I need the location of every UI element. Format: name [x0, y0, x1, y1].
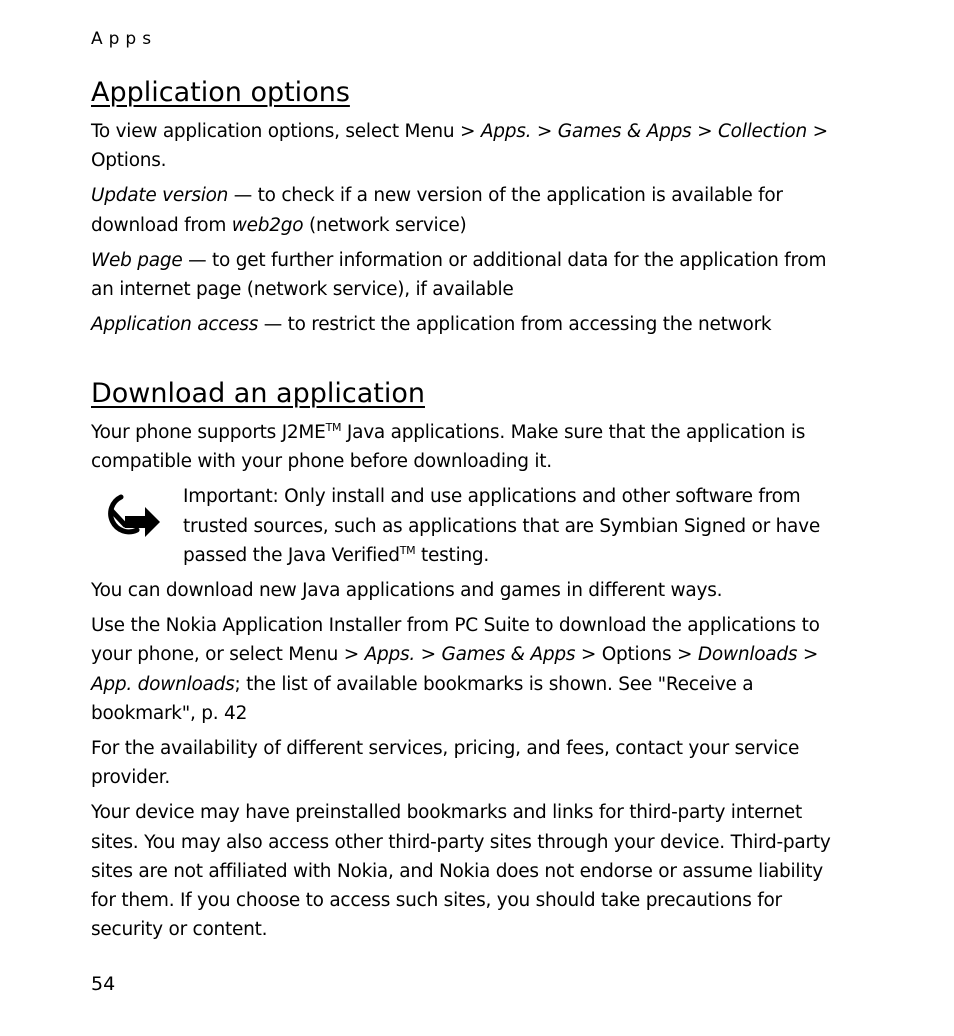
important-label: Important:	[183, 486, 279, 508]
collection-label: Collection	[717, 121, 807, 142]
download-intro-paragraph: Your phone supports J2ME™ Java applications. Make sure that the application is compatible with your phone before downloading it.	[91, 420, 806, 473]
important-note-text: Important: Only install and use applications and other software from trusted sources, such as applications that are Symbian Signed or have passed the Java Verified™ testing.	[183, 486, 820, 566]
web-page-term: Web page	[91, 249, 183, 271]
application-access-item: Application access — to restrict the application from accessing the network	[91, 314, 772, 336]
important-note	[91, 482, 836, 570]
application-access-term: Application access	[91, 314, 259, 336]
section-download-application	[91, 378, 836, 944]
update-version-term: Update version	[91, 185, 229, 207]
apps-label: Apps.	[480, 121, 532, 142]
third-party-paragraph: Your device may have preinstalled bookmarks and links for third-party internet sites. You may also access other third-party sites through your device. Third-party sites are not affiliated with Nokia, and Nokia does not endorse or assume liability for them. If you choose to access such sites, you should take precautions for security or content.	[91, 802, 831, 941]
installer-paragraph: Use the Nokia Application Installer from PC Suite to download the applications to your phone, or select Menu > Apps. > Games & Apps > Options > Downloads > App. downloads; the list of available bookmarks is shown. See "Receive a bookmark", p. 42	[91, 615, 820, 724]
downloads-label: Downloads	[697, 644, 798, 666]
options-label: Options	[91, 150, 161, 172]
options-intro-paragraph: To view application options, select Menu > Apps. > Games & Apps > Collection > Options.	[91, 121, 828, 172]
options-label: Options	[601, 644, 672, 666]
availability-paragraph: For the availability of different services, pricing, and fees, contact your service provider.	[91, 738, 800, 789]
heading-download-application: Download an application	[91, 378, 425, 409]
heading-application-options: Application options	[91, 77, 350, 108]
update-version-item: Update version — to check if a new version of the application is available for download from web2go (network service)	[91, 185, 783, 236]
app-downloads-label: App. downloads	[91, 673, 235, 695]
apps-label: Apps.	[364, 644, 416, 666]
download-ways-paragraph: You can download new Java applications and games in different ways.	[91, 580, 723, 602]
running-header: Apps	[91, 29, 158, 49]
section-application-options	[91, 77, 836, 339]
important-icon	[91, 492, 161, 538]
games-apps-label: Games & Apps	[441, 644, 576, 666]
menu-label: Menu	[404, 121, 455, 142]
web2go-term: web2go	[231, 214, 304, 236]
page-number: 54	[91, 973, 116, 995]
games-apps-label: Games & Apps	[557, 121, 692, 142]
menu-label: Menu	[288, 644, 339, 666]
web-page-item: Web page — to get further information or additional data for the application from an internet page (network service), if available	[91, 249, 827, 301]
